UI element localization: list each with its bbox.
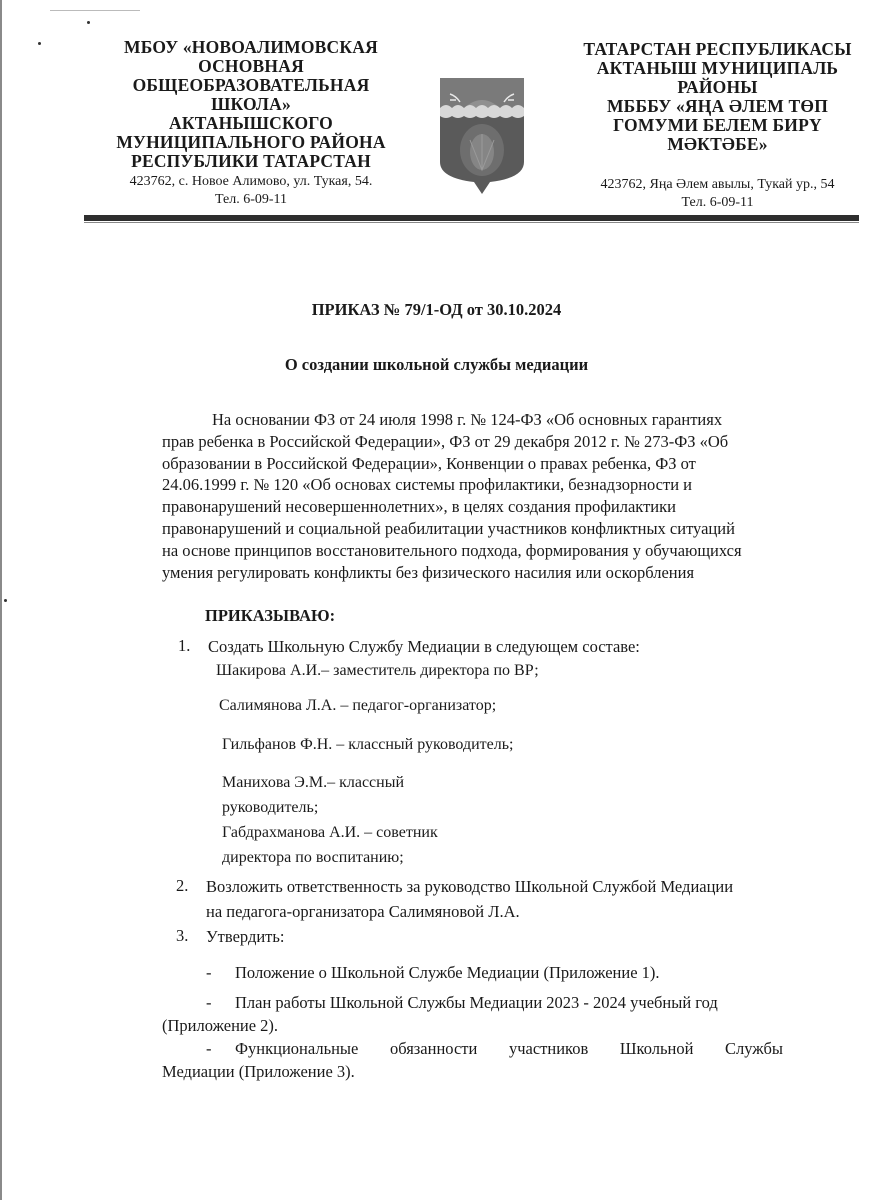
member-line: Габдрахманова А.И. – советник — [222, 824, 438, 841]
phone-ru: Тел. 6-09-11 — [214, 192, 288, 207]
member-line: Салимянова Л.А. – педагог-организатор; — [219, 697, 497, 714]
preamble-line: прав ребенка в Российской Федерации», ФЗ от 29 декабря 2012 г. № 273-ФЗ «Об — [162, 431, 729, 451]
item-text: Утвердить: — [206, 927, 285, 946]
bullet-dash: - — [206, 963, 212, 982]
bullet-dash: - — [206, 1039, 212, 1058]
title-line: АКТАНЫШСКОГО — [169, 113, 333, 133]
title-line: АКТАНЫШ МУНИЦИПАЛЬ — [596, 58, 839, 78]
preamble-line: 24.06.1999 г. № 120 «Об основах системы профилактики, безнадзорности и — [162, 475, 693, 495]
address-tt: 423762, Яңа Әлем авылы, Тукай ур., 54 — [600, 177, 835, 192]
item-text: Создать Школьную Службу Медиации в следующем составе: — [208, 637, 640, 656]
bullet-word: Службы — [725, 1039, 783, 1058]
scan-edge — [0, 0, 2, 1200]
bullet-justified-line — [235, 1039, 783, 1059]
scan-speck — [38, 42, 41, 45]
title-line: МБОУ «НОВОАЛИМОВСКАЯ — [124, 37, 378, 57]
bullet-text: План работы Школьной Службы Медиации 2023 - 2024 учебный год — [235, 993, 718, 1012]
title-line: ОСНОВНАЯ — [198, 56, 304, 76]
title-line: ОБЩЕОБРАЗОВАТЕЛЬНАЯ — [132, 75, 370, 95]
coat-of-arms-icon — [432, 70, 532, 195]
phone-tt: Тел. 6-09-11 — [681, 195, 754, 210]
decree-word: ПРИКАЗЫВАЮ: — [205, 606, 336, 625]
title-line: МӘКТӘБЕ» — [667, 134, 768, 154]
title-line: РАЙОНЫ — [677, 77, 758, 97]
title-line: ГОМУМИ БЕЛЕМ БИРҮ — [613, 115, 822, 135]
bullet-text: Медиации (Приложение 3). — [162, 1062, 355, 1081]
scan-speck — [87, 21, 90, 24]
order-title: ПРИКАЗ № 79/1-ОД от 30.10.2024 — [311, 300, 562, 319]
item-number: 1. — [178, 636, 191, 655]
item-number: 3. — [176, 926, 189, 945]
preamble-line: умения регулировать конфликты без физического насилия или оскорбления — [162, 562, 695, 582]
scan-speck — [4, 599, 7, 602]
bullet-text: (Приложение 2). — [162, 1016, 279, 1035]
item-text: Возложить ответственность за руководство Школьной Службой Медиации — [206, 877, 734, 896]
header-left — [92, 38, 410, 209]
school-name-tt — [565, 40, 870, 154]
preamble-line: На основании ФЗ от 24 июля 1998 г. № 124-ФЗ «Об основных гарантиях — [212, 410, 723, 429]
member-line: Гильфанов Ф.Н. – классный руководитель; — [222, 736, 514, 753]
bullet-word: обязанности — [389, 1039, 478, 1058]
title-line: МУНИЦИПАЛЬНОГО РАЙОНА — [116, 132, 386, 152]
bullet-word: Школьной — [619, 1039, 694, 1058]
order-subject: О создании школьной службы медиации — [284, 355, 589, 374]
scan-artifact-line — [50, 10, 140, 11]
header-right — [565, 40, 870, 212]
member-line: Шакирова А.И.– заместитель директора по ВР; — [216, 662, 539, 679]
header-divider-thin — [84, 222, 859, 223]
preamble-line: на основе принципов восстановительного подхода, формирования у обучающихся — [162, 540, 742, 560]
address-ru: 423762, с. Новое Алимово, ул. Тукая, 54. — [129, 174, 373, 189]
preamble — [162, 409, 782, 583]
bullet-word: участников — [508, 1039, 589, 1058]
member-line: руководитель; — [222, 799, 319, 816]
preamble-line: образовании в Российской Федерации», Конвенции о правах ребенка, ФЗ от — [162, 453, 696, 473]
school-name-ru — [92, 38, 410, 171]
item-number: 2. — [176, 876, 189, 895]
title-line: МБББУ «ЯҢА ӘЛЕМ ТӨП — [606, 96, 829, 116]
member-line: Манихова Э.М.– классный — [222, 774, 405, 791]
item-text: на педагога-организатора Салимяновой Л.А. — [206, 902, 520, 921]
preamble-line: правонарушений несовершеннолетних», в целях создания профилактики — [162, 497, 676, 517]
bullet-text: Положение о Школьной Службе Медиации (Приложение 1). — [235, 963, 660, 982]
title-line: ТАТАРСТАН РЕСПУБЛИКАСЫ — [583, 39, 852, 59]
preamble-line: правонарушений и социальной реабилитации участников конфликтных ситуаций — [162, 518, 735, 538]
header-divider — [84, 215, 859, 221]
bullet-dash: - — [206, 993, 212, 1012]
title-line: РЕСПУБЛИКИ ТАТАРСТАН — [131, 151, 371, 171]
title-line: ШКОЛА» — [211, 94, 291, 114]
bullet-word: Функциональные — [235, 1039, 359, 1058]
member-line: директора по воспитанию; — [222, 849, 404, 866]
